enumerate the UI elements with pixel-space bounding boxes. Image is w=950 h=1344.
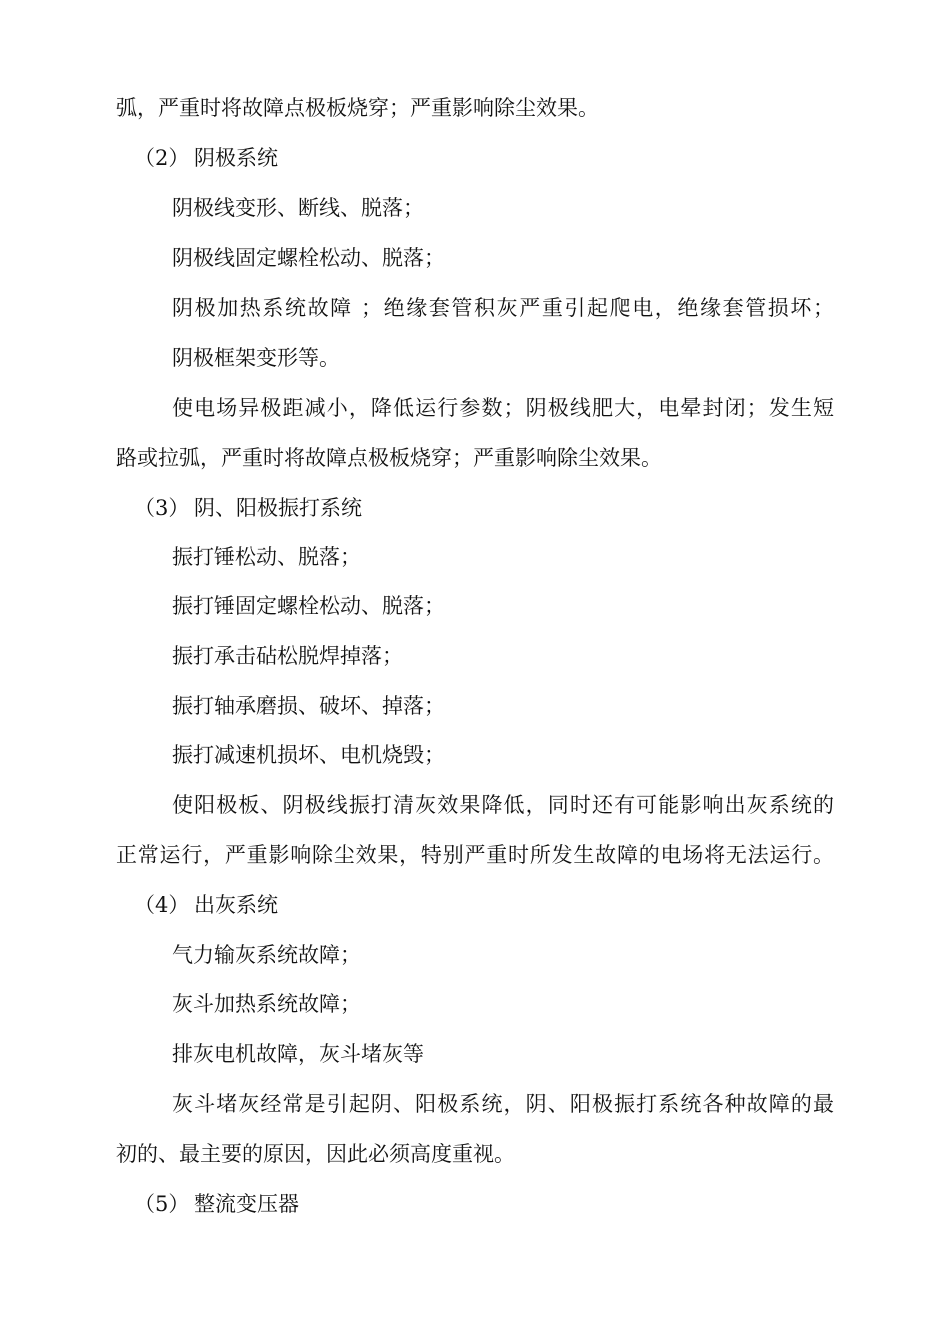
section-number: （2）: [134, 146, 190, 170]
paragraph-line: 初的、最主要的原因，因此必须高度重视。: [116, 1142, 515, 1166]
list-item: 阴极框架变形等。: [172, 346, 340, 370]
section-number: （3）: [134, 496, 190, 520]
section-title: 阴、阳极振打系统: [194, 496, 362, 520]
list-item: 灰斗加热系统故障；: [172, 992, 361, 1016]
list-item: 阴极线固定螺栓松动、脱落；: [172, 246, 445, 270]
paragraph-line: 灰斗堵灰经常是引起阴、阳极系统，阴、阳极振打系统各种故障的最: [172, 1092, 834, 1116]
paragraph-line: 使电场异极距减小，降低运行参数；阴极线肥大，电晕封闭；发生短: [172, 396, 834, 420]
section-number: （4）: [134, 893, 190, 917]
section-title: 阴极系统: [194, 146, 278, 170]
list-item: 振打锤松动、脱落；: [172, 545, 361, 569]
paragraph-line: 使阳极板、阴极线振打清灰效果降低，同时还有可能影响出灰系统的: [172, 793, 834, 817]
section-heading-4: [134, 889, 852, 921]
list-item: 气力输灰系统故障；: [172, 943, 361, 967]
section-title: 出灰系统: [194, 893, 278, 917]
list-item: 阴极线变形、断线、脱落；: [172, 196, 424, 220]
list-item: 振打承击砧松脱焊掉落；: [172, 644, 403, 668]
section-heading-3: [134, 492, 852, 524]
list-item: 排灰电机故障，灰斗堵灰等: [172, 1042, 424, 1066]
paragraph-line: 正常运行，严重影响除尘效果，特别严重时所发生故障的电场将无法运行。: [116, 843, 834, 867]
paragraph-continuation: 弧，严重时将故障点极板烧穿；严重影响除尘效果。: [116, 96, 599, 120]
section-heading-5: [134, 1188, 852, 1220]
paragraph-line: 路或拉弧，严重时将故障点极板烧穿；严重影响除尘效果。: [116, 446, 662, 470]
section-title: 整流变压器: [194, 1192, 299, 1216]
list-item: 振打轴承磨损、破坏、掉落；: [172, 694, 445, 718]
list-item: 阴极加热系统故障 ；绝缘套管积灰严重引起爬电，绝缘套管损坏；: [172, 296, 834, 320]
section-heading-2: [134, 142, 852, 174]
list-item: 振打减速机损坏、电机烧毁；: [172, 743, 445, 767]
list-item: 振打锤固定螺栓松动、脱落；: [172, 594, 445, 618]
section-number: （5）: [134, 1192, 190, 1216]
